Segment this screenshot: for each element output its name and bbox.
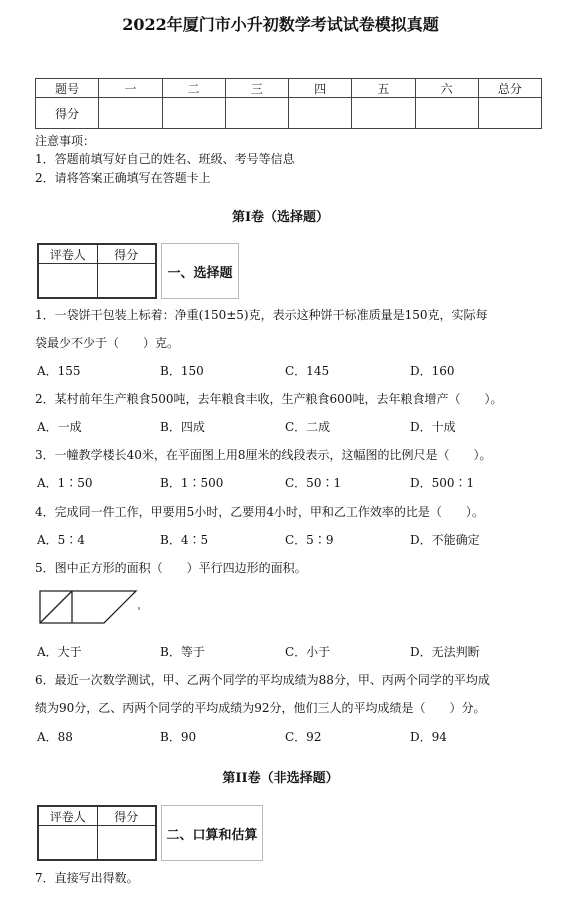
option-c[interactable]: C．50∶1 bbox=[285, 476, 342, 490]
question-text: 1．一袋饼干包装上标着：净重(150±5)克，表示这种饼干标准质量是150克，实际每 bbox=[35, 308, 488, 322]
part2-grader-box bbox=[37, 805, 157, 861]
option-a[interactable]: A．88 bbox=[37, 730, 73, 744]
score-header-cell: 题号 bbox=[36, 79, 99, 98]
score-cell[interactable] bbox=[415, 98, 478, 129]
part2-title: 第II卷（非选择题） bbox=[222, 771, 339, 786]
option-d[interactable]: D．十成 bbox=[410, 420, 456, 434]
option-b[interactable]: B．四成 bbox=[160, 420, 205, 434]
page-title: 2022年厦门市小升初数学考试试卷模拟真题 bbox=[122, 15, 439, 34]
option-c[interactable]: C．92 bbox=[285, 730, 322, 744]
grader-cell[interactable] bbox=[97, 264, 156, 298]
question-text: 3．一幢教学楼长40米，在平面图上用8厘米的线段表示，这幅图的比例尺是（ ）。 bbox=[35, 448, 492, 462]
score-cell[interactable] bbox=[478, 98, 541, 129]
option-b[interactable]: B．150 bbox=[160, 364, 204, 378]
square-parallelogram-figure bbox=[38, 589, 142, 625]
option-b[interactable]: B．4∶5 bbox=[160, 533, 209, 547]
score-cell[interactable] bbox=[162, 98, 225, 129]
grader-cell[interactable] bbox=[97, 826, 156, 860]
option-d[interactable]: D．不能确定 bbox=[410, 533, 480, 547]
note-item: 2．请将答案正确填写在答题卡上 bbox=[35, 171, 211, 185]
score-cell[interactable] bbox=[352, 98, 415, 129]
question-text: 袋最少不少于（ ）克。 bbox=[35, 336, 180, 350]
score-table-header-row bbox=[36, 79, 542, 98]
part1-title: 第Ⅰ卷（选择题） bbox=[231, 210, 330, 225]
score-header-cell: 四 bbox=[289, 79, 352, 98]
option-d[interactable]: D．500∶1 bbox=[410, 476, 475, 490]
part1-section-heading: 一、选择题 bbox=[161, 243, 239, 299]
option-c[interactable]: C．145 bbox=[285, 364, 330, 378]
question-text: 绩为90分，乙、丙两个同学的平均成绩为92分，他们三人的平均成绩是（ ）分。 bbox=[35, 701, 486, 715]
option-a[interactable]: A．1∶50 bbox=[37, 476, 93, 490]
option-a[interactable]: A．大于 bbox=[37, 645, 82, 659]
option-c[interactable]: C．小于 bbox=[285, 645, 331, 659]
grader-label: 评卷人 bbox=[39, 807, 98, 826]
part2-section-heading: 二、口算和估算 bbox=[161, 805, 263, 861]
question-text: 4．完成同一件工作，甲要用5小时，乙要用4小时，甲和乙工作效率的比是（ ）。 bbox=[35, 505, 484, 519]
question-text: 2．某村前年生产粮食500吨，去年粮食丰收，生产粮食600吨，去年粮食增产（ ）。 bbox=[35, 392, 503, 406]
option-a[interactable]: A．155 bbox=[37, 364, 81, 378]
option-d[interactable]: D．无法判断 bbox=[410, 645, 480, 659]
score-row-label: 得分 bbox=[36, 98, 99, 129]
notes-heading: 注意事项： bbox=[35, 134, 96, 148]
score-header-cell: 二 bbox=[162, 79, 225, 98]
option-d[interactable]: D．160 bbox=[410, 364, 455, 378]
score-table-score-row bbox=[36, 98, 542, 129]
option-b[interactable]: B．等于 bbox=[160, 645, 205, 659]
score-cell[interactable] bbox=[225, 98, 288, 129]
part1-grader-box bbox=[37, 243, 157, 299]
option-a[interactable]: A．一成 bbox=[37, 420, 82, 434]
note-item: 1．答题前填写好自己的姓名、班级、考号等信息 bbox=[35, 152, 295, 166]
score-header-cell: 五 bbox=[352, 79, 415, 98]
score-header-cell: 一 bbox=[99, 79, 162, 98]
grader-label: 评卷人 bbox=[39, 245, 98, 264]
score-cell[interactable] bbox=[99, 98, 162, 129]
grader-cell[interactable] bbox=[39, 264, 98, 298]
score-header-cell: 总分 bbox=[478, 79, 541, 98]
option-d[interactable]: D．94 bbox=[410, 730, 447, 744]
score-cell[interactable] bbox=[289, 98, 352, 129]
option-b[interactable]: B．1∶500 bbox=[160, 476, 224, 490]
question-text: 7．直接写出得数。 bbox=[35, 871, 139, 885]
score-table bbox=[35, 78, 542, 129]
option-c[interactable]: C．5∶9 bbox=[285, 533, 334, 547]
option-a[interactable]: A．5∶4 bbox=[37, 533, 85, 547]
option-c[interactable]: C．二成 bbox=[285, 420, 331, 434]
question-text: 5．图中正方形的面积（ ）平行四边形的面积。 bbox=[35, 561, 307, 575]
score-header-cell: 六 bbox=[415, 79, 478, 98]
score-header-cell: 三 bbox=[225, 79, 288, 98]
grader-cell[interactable] bbox=[39, 826, 98, 860]
question-text: 6．最近一次数学测试，甲、乙两个同学的平均成绩为88分，甲、丙两个同学的平均成 bbox=[35, 673, 490, 687]
grader-label: 得分 bbox=[97, 245, 156, 264]
grader-label: 得分 bbox=[97, 807, 156, 826]
option-b[interactable]: B．90 bbox=[160, 730, 197, 744]
